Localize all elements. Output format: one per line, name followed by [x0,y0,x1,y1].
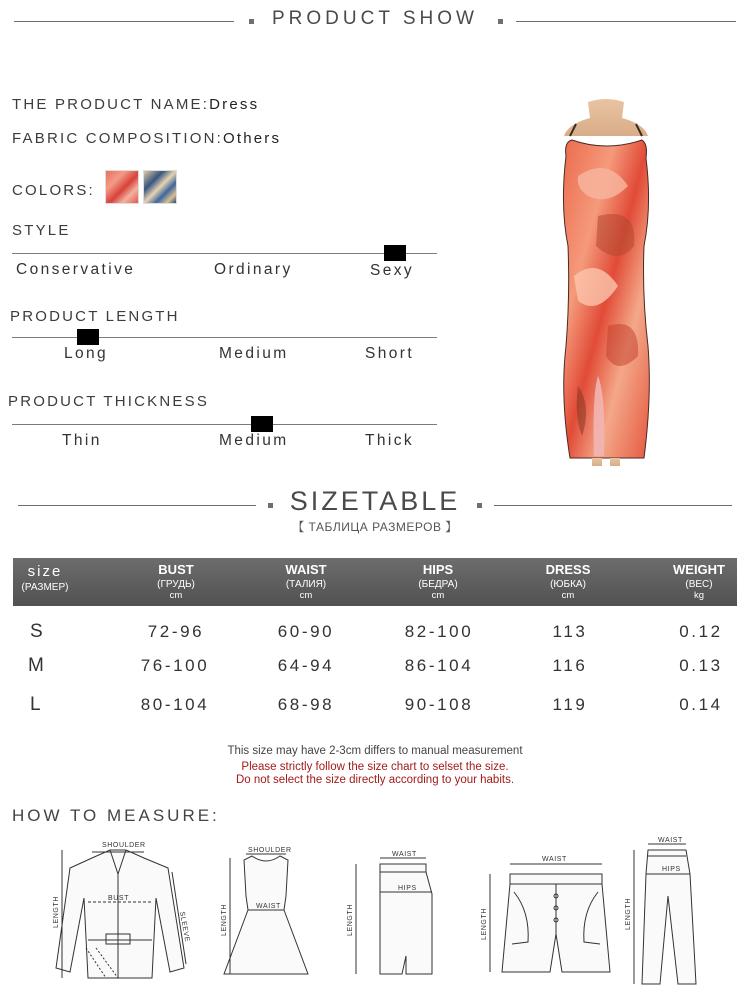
bust-cell: 76-100 [140,656,210,675]
fabric-label: FABRIC COMPOSITION: [12,130,223,147]
style-selected-marker [384,245,406,261]
hips-cell: 82-100 [404,622,474,641]
product-name-label: THE PRODUCT NAME: [12,96,210,113]
shorts-waist-label: WAIST [542,856,567,863]
dress-cell: 116 [552,656,588,675]
hips-col-header: HIPS (БЕДРА) cm [418,562,458,601]
size-col-header: size (РАЗМЕР) [21,563,69,593]
thickness-option-thick: Thick [365,432,415,449]
thickness-label: PRODUCT THICKNESS [8,393,210,410]
waist-cell: 68-98 [277,695,335,714]
thickness-option-medium: Medium [219,432,289,449]
shorts-length-label: LENGTH [481,908,488,940]
fabric-row [12,130,281,147]
skirt-hips-label: HIPS [398,885,417,892]
how-to-measure-title: HOW TO MEASURE: [12,806,220,825]
header-dot-right [498,19,503,24]
waist-cell: 64-94 [277,656,335,675]
dress-shoulder-label: SHOULDER [248,847,292,854]
hips-cell: 90-108 [404,695,474,714]
color-swatch-blue[interactable] [143,170,177,204]
size-cell: M [28,655,44,676]
style-option-conservative: Conservative [16,261,136,278]
skirt-length-label: LENGTH [347,904,354,936]
sizetable-title: SIZETABLE [289,486,461,516]
jacket-measure-figure [48,838,198,988]
sizetable-rule-right [494,505,732,506]
pants-length-label: LENGTH [625,898,632,930]
colors-label: COLORS: [12,182,95,199]
measurement-note: This size may have 2-3cm differs to manual measurement [227,745,523,757]
bust-cell: 80-104 [140,695,210,714]
size-warning-2: Do not select the size directly according to your habits. [235,774,515,786]
fabric-value: Others [222,130,282,147]
length-option-medium: Medium [219,345,289,362]
thickness-option-thin: Thin [62,432,102,449]
length-option-long: Long [64,345,109,362]
color-swatch-red[interactable] [105,170,139,204]
hips-cell: 86-104 [404,656,474,675]
thickness-selected-marker [251,416,273,432]
length-selected-marker [77,329,99,345]
dress-waist-label: WAIST [256,903,281,910]
size-warning-1: Please strictly follow the size chart to selset the size. [241,761,509,773]
jacket-shoulder-label: SHOULDER [102,842,146,849]
pants-hips-label: HIPS [662,866,681,873]
dress-length-label: LENGTH [221,904,228,936]
sizetable-subtitle: 【 ТАБЛИЦА РАЗМЕРОВ 】 [292,520,458,534]
jacket-sleeve-label: SLEEVE [178,911,191,943]
style-option-ordinary: Ordinary [214,261,293,278]
skirt-measure-figure [342,848,442,988]
weight-col-header: WEIGHT (ВЕС) kg [673,562,725,601]
dress-measure-figure [216,844,316,986]
weight-cell: 0.13 [679,656,723,675]
style-option-sexy: Sexy [370,262,415,279]
header-rule-right [516,21,736,22]
size-cell: S [30,621,43,642]
length-label: PRODUCT LENGTH [10,308,180,325]
product-name-row [12,96,259,113]
size-cell: L [30,694,41,715]
size-table-header-bar [13,558,737,606]
waist-col-header: WAIST (ТАЛИЯ) cm [285,562,327,601]
page-title: PRODUCT SHOW [272,8,478,29]
dress-col-header: DRESS (ЮБКА) cm [545,562,591,601]
style-label: STYLE [12,222,71,239]
bust-col-header: BUST (ГРУДЬ) cm [157,562,195,601]
weight-cell: 0.14 [679,695,723,714]
dress-cell: 113 [552,622,588,641]
thickness-scale-line [12,424,437,425]
style-scale-line [12,253,437,254]
length-scale-line [12,337,437,338]
waist-cell: 60-90 [277,622,335,641]
sizetable-dot-right [477,503,482,508]
shorts-measure-figure [478,852,618,982]
bust-cell: 72-96 [147,622,205,641]
skirt-waist-label: WAIST [392,851,417,858]
pants-waist-label: WAIST [658,837,683,844]
weight-cell: 0.12 [679,622,723,641]
dress-cell: 119 [552,695,588,714]
length-option-short: Short [365,345,415,362]
jacket-bust-label: BUST [108,895,130,902]
product-name-value: Dress [209,96,260,113]
pants-measure-figure [620,834,740,994]
jacket-length-label: LENGTH [53,896,60,928]
product-dress-image [548,96,664,468]
